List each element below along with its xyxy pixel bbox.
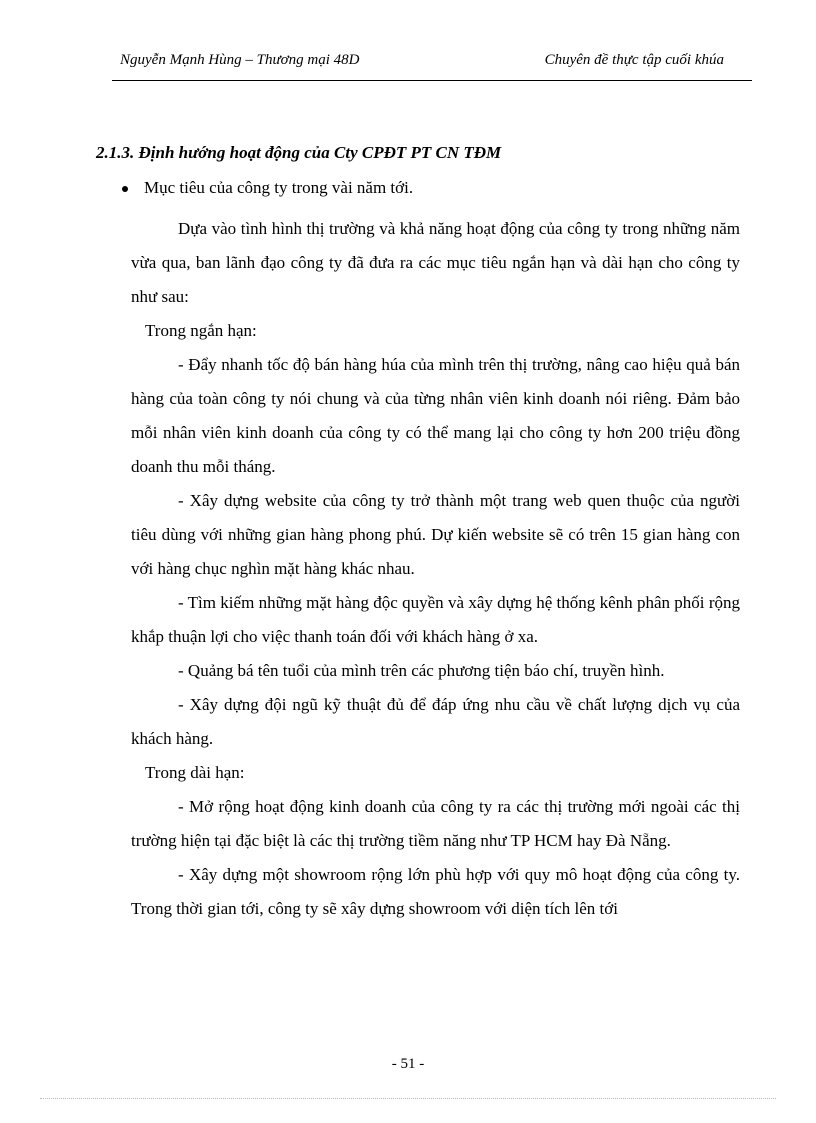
header-divider [112, 80, 752, 81]
bullet-text: Mục tiêu của công ty trong vài năm tới. [144, 178, 414, 197]
header-title: Chuyên đề thực tập cuối khúa [544, 52, 724, 68]
paragraph-short-term-label: Trong ngắn hạn: [145, 321, 257, 340]
section-heading: 2.1.3. Định hướng hoạt động của Cty CPĐT PT CN TĐM [96, 143, 502, 162]
paragraph-long-term-label: Trong dài hạn: [145, 763, 245, 782]
page-bottom-border [40, 1098, 776, 1099]
header-author: Nguyễn Mạnh Hùng – Thương mại 48D [120, 52, 360, 68]
paragraph-short-term-2: - Xây dựng website của công ty trở thành một trang web quen thuộc của người tiêu dùng với những gian hàng phong phú. Dự kiến website sẽ có trên 15 gian hàng con với hàng chục nghìn mặt hàng khác nhau. [131, 491, 740, 578]
paragraph-short-term-3: - Tìm kiếm những mặt hàng độc quyền và xây dựng hệ thống kênh phân phối rộng khắp thuận lợi cho việc thanh toán đối với khách hàng ở xa. [131, 593, 740, 646]
paragraph-intro: Dựa vào tình hình thị trường và khả năng hoạt động của công ty trong những năm vừa qua, ban lãnh đạo công ty đã đưa ra các mục tiêu ngắn hạn và dài hạn cho công ty như sau: [131, 219, 740, 306]
paragraph-long-term-1: - Mở rộng hoạt động kinh doanh của công ty ra các thị trường mới ngoài các thị trường hiện tại đặc biệt là các thị trường tiềm năng như TP HCM hay Đà Nẵng. [131, 797, 740, 850]
body-content [131, 212, 740, 926]
bullet-dot-icon [122, 186, 128, 192]
page-header [120, 52, 724, 74]
paragraph-short-term-4: - Quảng bá tên tuổi của mình trên các phương tiện báo chí, truyền hình. [178, 661, 665, 680]
paragraph-short-term-1: - Đẩy nhanh tốc độ bán hàng húa của mình trên thị trường, nâng cao hiệu quả bán hàng của toàn công ty nói chung và của từng nhân viên kinh doanh nói riêng. Đảm bảo mỗi nhân viên kinh doanh của công ty có thể mang lại cho công ty hơn 200 triệu đồng doanh thu mỗi tháng. [131, 355, 740, 476]
bullet-item [122, 178, 413, 198]
page-number: - 51 - [391, 1056, 425, 1072]
paragraph-short-term-5: - Xây dựng đội ngũ kỹ thuật đủ để đáp ứng nhu cầu về chất lượng dịch vụ của khách hàng. [131, 695, 740, 748]
paragraph-long-term-2: - Xây dựng một showroom rộng lớn phù hợp với quy mô hoạt động của công ty. Trong thời gian tới, công ty sẽ xây dựng showroom với diện tích lên tới [131, 865, 740, 918]
